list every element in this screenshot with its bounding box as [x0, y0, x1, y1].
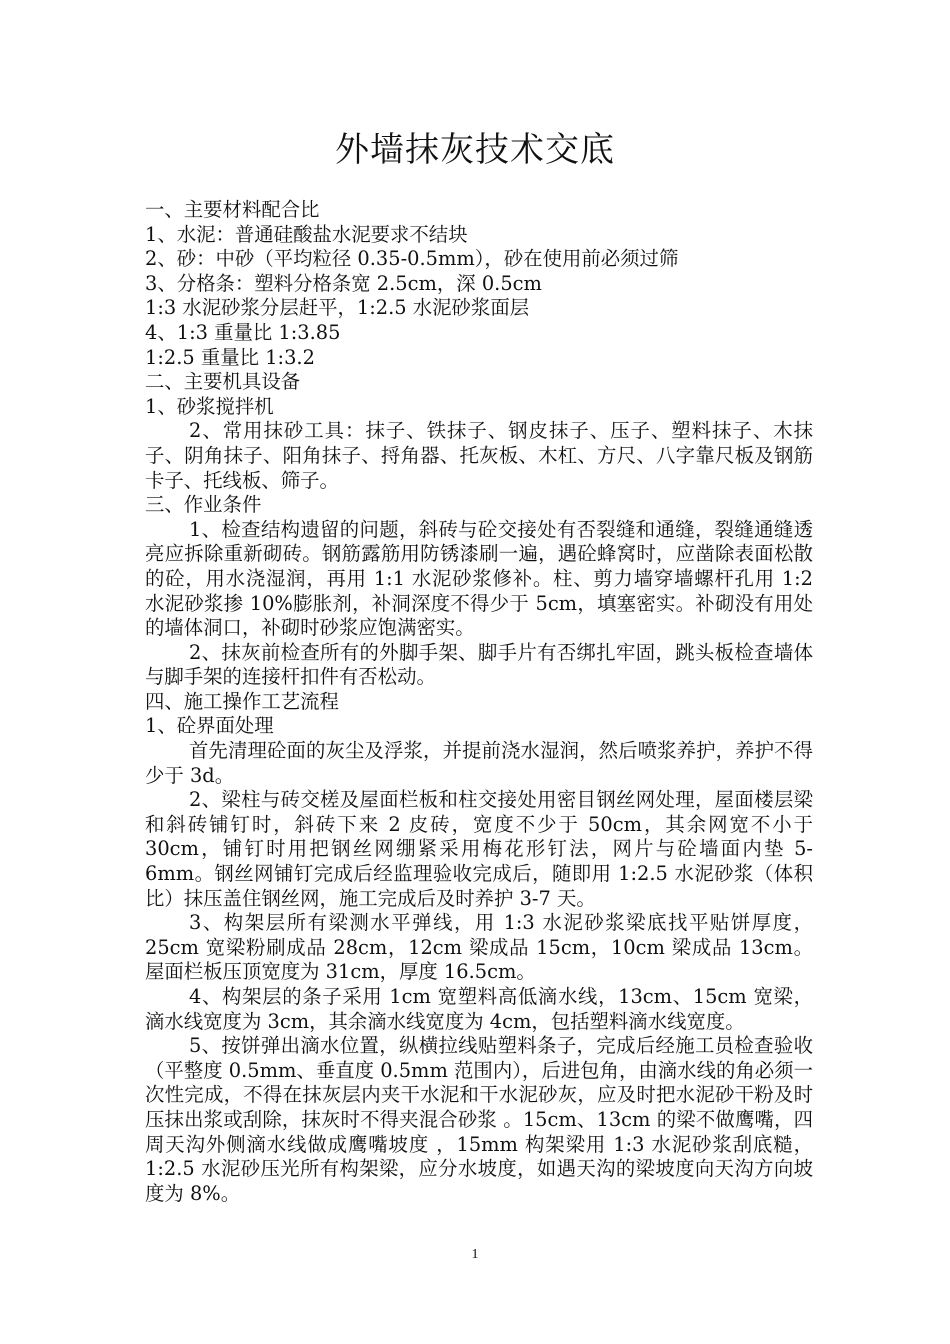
paragraph: 1、砼界面处理	[145, 714, 274, 738]
section-heading: 一、主要材料配合比	[145, 198, 320, 221]
paragraph: 2、梁柱与砖交槎及屋面栏板和柱交接处用密目钢丝网处理，屋面楼层梁和斜砖铺钉时，斜砖下来 2 皮砖，宽度不少于 50cm，其余网宽不小于 30cm，铺钉时用把钢丝网绷紧采用梅花形钉法，网片与砼墙面内垫 5-6mm。钢丝网铺钉完成后经监理验收完成后，随即用 1:2.5 水泥砂浆（体积比）抹压盖住钢丝网，施工完成后及时养护 3-7 天。	[145, 788, 813, 910]
paragraph: 1、检查结构遗留的问题，斜砖与砼交接处有否裂缝和通缝，裂缝通缝透亮应拆除重新砌砖。钢筋露筋用防锈漆刷一遍，遇砼蜂窝时，应凿除表面松散的砼，用水浇湿润，再用 1:1 水泥砂浆修补。柱、剪力墙穿墙螺杆孔用 1:2 水泥砂浆掺 10%膨胀剂，补洞深度不得少于 5cm，填塞密实。补砌没有用处的墙体洞口，补砌时砂浆应饱满密实。	[145, 517, 813, 640]
paragraph: 4、构架层的条子采用 1cm 宽塑料高低滴水线，13cm、15cm 宽梁，滴水线宽度为 3cm，其余滴水线宽度为 4cm，包括塑料滴水线宽度。	[145, 985, 813, 1033]
paragraph: 1:2.5 重量比 1:3.2	[145, 345, 315, 369]
section-heading: 三、作业条件	[145, 493, 262, 517]
paragraph: 1:3 水泥砂浆分层赶平，1:2.5 水泥砂浆面层	[145, 296, 530, 320]
document-body	[145, 198, 813, 1206]
paragraph: 1、水泥：普通硅酸盐水泥要求不结块	[145, 222, 468, 246]
page-number: 1	[471, 1247, 479, 1262]
section-heading: 二、主要机具设备	[145, 370, 301, 394]
paragraph: 3、分格条：塑料分格条宽 2.5cm，深 0.5cm	[145, 271, 542, 295]
paragraph: 4、1:3 重量比 1:3.85	[145, 320, 341, 344]
paragraph: 2、常用抹砂工具：抹子、铁抹子、钢皮抹子、压子、塑料抹子、木抹子、阴角抹子、阳角抹子、捋角器、托灰板、木杠、方尺、八字靠尺板及钢筋卡子、托线板、筛子。	[145, 419, 813, 492]
section-heading: 四、施工操作工艺流程	[145, 689, 339, 713]
paragraph: 3、构架层所有梁测水平弹线，用 1:3 水泥砂浆梁底找平贴饼厚度，25cm 宽梁粉刷成品 28cm，12cm 梁成品 15cm，10cm 梁成品 13cm。屋面栏板压顶宽度为 31cm，厚度 16.5cm。	[145, 911, 813, 984]
paragraph: 1、砂浆搅拌机	[145, 394, 274, 418]
document-title: 外墙抹灰技术交底	[335, 130, 615, 170]
paragraph: 5、按饼弹出滴水位置，纵横拉线贴塑料条子，完成后经施工员检查验收（平整度 0.5mm、垂直度 0.5mm 范围内），后进包角，由滴水线的角必须一次性完成，不得在抹灰层内夹干水泥和干水泥砂灰，应及时把水泥砂干粉及时压抹出浆或刮除，抹灰时不得夹混合砂浆 。15cm、13cm 的梁不做鹰嘴，四周天沟外侧滴水线做成鹰嘴坡度 ，15mm 构架梁用 1:3 水泥砂浆刮底糙，1:2.5 水泥砂压光所有构架梁，应分水坡度，如遇天沟的梁坡度向天沟方向坡度为 8%。	[145, 1034, 813, 1205]
paragraph: 2、砂：中砂（平均粒径 0.35-0.5mm），砂在使用前必须过筛	[145, 247, 679, 271]
paragraph: 2、抹灰前检查所有的外脚手架、脚手片有否绑扎牢固，跳头板检查墙体与脚手架的连接杆扣件有否松动。	[145, 640, 813, 689]
paragraph: 首先清理砼面的灰尘及浮浆，并提前浇水湿润，然后喷浆养护，养护不得少于 3d。	[145, 739, 813, 787]
